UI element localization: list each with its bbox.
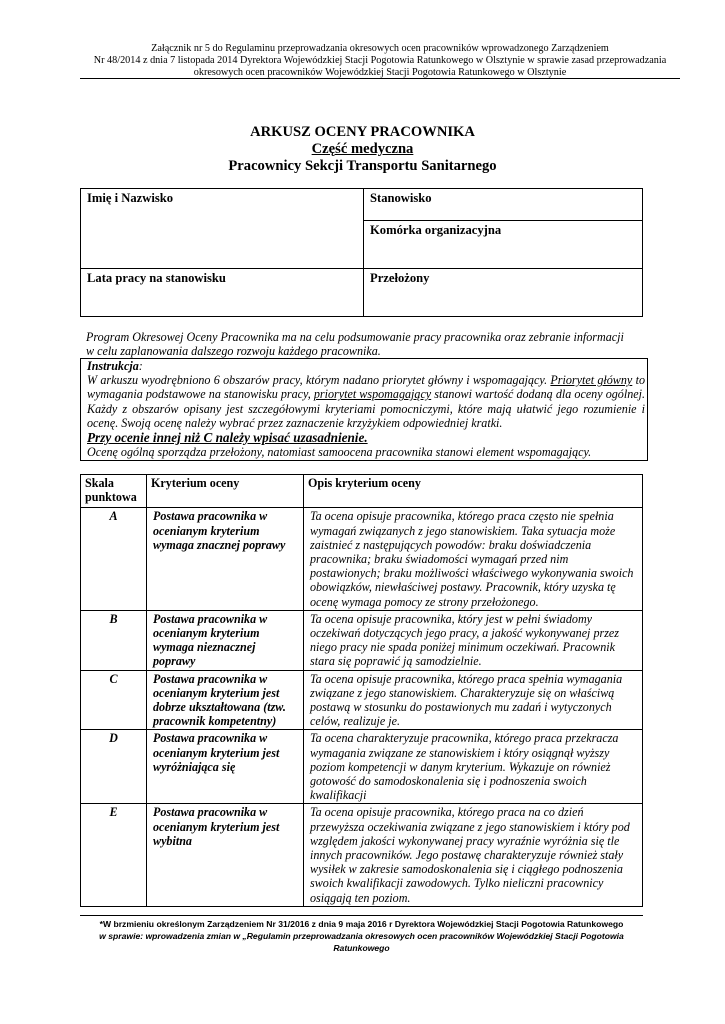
justification-warning: Przy ocenie innej niż C należy wpisać uzasadnienie. xyxy=(87,430,368,446)
table-row xyxy=(81,804,643,906)
description-cell: Ta ocena opisuje pracownika, którego praca często nie spełnia wymagań związanych z jego stanowiskiem. Taka sytuacja może zaistnieć z następujących powodów: braku doświadczenia pracownika; braku świadomości wymagań przed nim postawionych; braku możliwości właściwego wykonywania swoich obowiązków, niewłaściwej postawy. Pracownik, który uzyska tę ocenę wymaga pomocy ze strony przełożonego. xyxy=(304,508,643,610)
header-text: punktowa xyxy=(85,490,137,505)
grade-cell: A xyxy=(81,508,147,610)
document-subtitle: Część medyczna xyxy=(311,141,414,157)
description-cell: Ta ocena opisuje pracownika, który jest w pełni świadomy oczekiwań dotyczących jego pracy, a jakość wykonywanej przez niego pracy nie spada poniżej minimum oczekiwań. Pracownik stara się poprawić ją samodzielnie. xyxy=(304,610,643,670)
supervisor-field[interactable] xyxy=(364,269,643,317)
header-divider xyxy=(80,78,680,79)
footer-divider xyxy=(80,915,643,916)
primary-priority-term: Priorytet główny xyxy=(550,373,633,388)
description-cell: Ta ocena opisuje pracownika, którego praca na co dzień przewyższa oczekiwania związane z jego stanowiskiem i który pod względem jakości wykonywanej pracy wyraźnie wyróżnia się tle innych pracowników. Jego postawę charakteryzuje również stały wysiłek w zakresie samodoskonalenia się i ciągłego podnoszenia swoich kwalifikacji zawodowych. Tylko nieliczni pracownicy osiągają ten poziom. xyxy=(304,804,643,906)
description-cell: Ta ocena charakteryzuje pracownika, którego praca przekracza wymagania związane ze stanowiskiem i który osiągnął wyższy poziom kompetencji w danym kryterium. Wykazuje on również gotowość do samodoskonalenia się i podnoszenia swoich kwalifikacji xyxy=(304,730,643,804)
intro-line: w celu zaplanowania dalszego rozwoju każdego pracownika. xyxy=(86,344,381,359)
criterion-cell: Postawa pracownika w ocenianym kryterium wymaga znacznej poprawy xyxy=(147,508,304,610)
name-field[interactable] xyxy=(81,189,364,269)
instruction-note: Ocenę ogólną sporządza przełożony, natomiast samoocena pracownika stanowi element wspomagający. xyxy=(87,445,592,460)
unit-label: Komórka organizacyjna xyxy=(370,223,502,238)
intro-text xyxy=(86,330,642,359)
grade-column-header xyxy=(81,475,147,508)
employee-group: Pracownicy Sekcji Transportu Sanitarnego xyxy=(228,158,497,174)
grade-cell: C xyxy=(81,670,147,730)
instruction-paragraph xyxy=(87,373,645,430)
grade-cell: D xyxy=(81,730,147,804)
years-label: Lata pracy na stanowisku xyxy=(87,271,226,285)
criterion-cell: Postawa pracownika w ocenianym kryterium wymaga nieznacznej poprawy xyxy=(147,610,304,670)
criterion-cell: Postawa pracownika w ocenianym kryterium jest dobrze ukształtowana (tzw. pracownik kompetentny) xyxy=(147,670,304,730)
table-row xyxy=(81,610,643,670)
header-line: okresowych ocen pracowników Wojewódzkiej Stacji Pogotowia Ratunkowego w Olsztynie xyxy=(193,67,567,78)
table-row xyxy=(81,508,643,610)
instruction-text: to wymagania podstawowe na stanowisku pracy, xyxy=(87,373,645,402)
criteria-header-row xyxy=(81,475,643,508)
instruction-text: W arkuszu wyodrębniono 6 obszarów pracy, którym nadano priorytet główny i wspomagający. xyxy=(87,373,551,388)
intro-line: Program Okresowej Oceny Pracownika ma na celu podsumowanie pracy pracownika oraz zebranie informacji xyxy=(86,330,624,344)
criterion-cell: Postawa pracownika w ocenianym kryterium jest wyróżniająca się xyxy=(147,730,304,804)
grade-cell: B xyxy=(81,610,147,670)
name-label: Imię i Nazwisko xyxy=(87,191,174,205)
years-field[interactable] xyxy=(81,269,364,317)
position-label: Stanowisko xyxy=(370,191,432,205)
employee-info-table xyxy=(80,188,643,317)
grade-cell: E xyxy=(81,804,147,906)
header-line: Załącznik nr 5 do Regulaminu przeprowadzania okresowych ocen pracowników wprowadzonego Zarządzeniem xyxy=(151,43,609,54)
header-text: Skala xyxy=(85,476,114,490)
title-block xyxy=(80,124,645,175)
unit-field[interactable] xyxy=(364,221,643,269)
table-row xyxy=(81,670,643,730)
criterion-cell: Postawa pracownika w ocenianym kryterium jest wybitna xyxy=(147,804,304,906)
supporting-priority-term: priorytet wspomagający xyxy=(313,387,432,402)
position-field[interactable] xyxy=(364,189,643,221)
instruction-text: stanowi wartość dodaną dla oceny ogólnej. Każdy z obszarów opisany jest szczegółowymi kryteriami pomocniczymi, które mają ułatwić jego rozumienie i ocenę. Swoją ocenę należy wybrać przez zaznaczenie krzyżykiem odpowiedniej kratki. xyxy=(87,387,646,430)
supervisor-label: Przełożony xyxy=(370,271,430,285)
instruction-box xyxy=(80,358,648,461)
footer-line: *W brzmieniu określonym Zarządzeniem Nr 31/2016 z dnia 9 maja 2016 r Dyrektora Wojewódzkiej Stacji Pogotowia Ratunkowego xyxy=(99,919,624,929)
criterion-column-header: Kryterium oceny xyxy=(147,475,304,508)
description-column-header: Opis kryterium oceny xyxy=(304,475,643,508)
footer-line: w sprawie: wprowadzenia zmian w „Regulamin przeprowadzania okresowych ocen pracowników Wojewódzkiej Stacji Pogotowia Ratunkowego xyxy=(99,931,624,953)
table-row xyxy=(81,730,643,804)
document-title: ARKUSZ OCENY PRACOWNIKA xyxy=(250,124,475,140)
document-footer xyxy=(80,918,643,954)
header-line: Nr 48/2014 z dnia 7 listopada 2014 Dyrektora Wojewódzkiej Stacji Pogotowia Ratunkowego w Olsztynie w sprawie zasad przeprowadzania xyxy=(93,55,667,66)
instruction-colon: : xyxy=(138,359,143,373)
description-cell: Ta ocena opisuje pracownika, którego praca spełnia wymagania związane z jego stanowiskiem. Charakteryzuje się on właściwą postawą w stosunku do postawionych mu zadań i wytyczonych celów, realizuje je. xyxy=(304,670,643,730)
document-header xyxy=(80,43,680,79)
instruction-label: Instrukcja xyxy=(87,359,139,373)
criteria-table xyxy=(80,474,643,907)
